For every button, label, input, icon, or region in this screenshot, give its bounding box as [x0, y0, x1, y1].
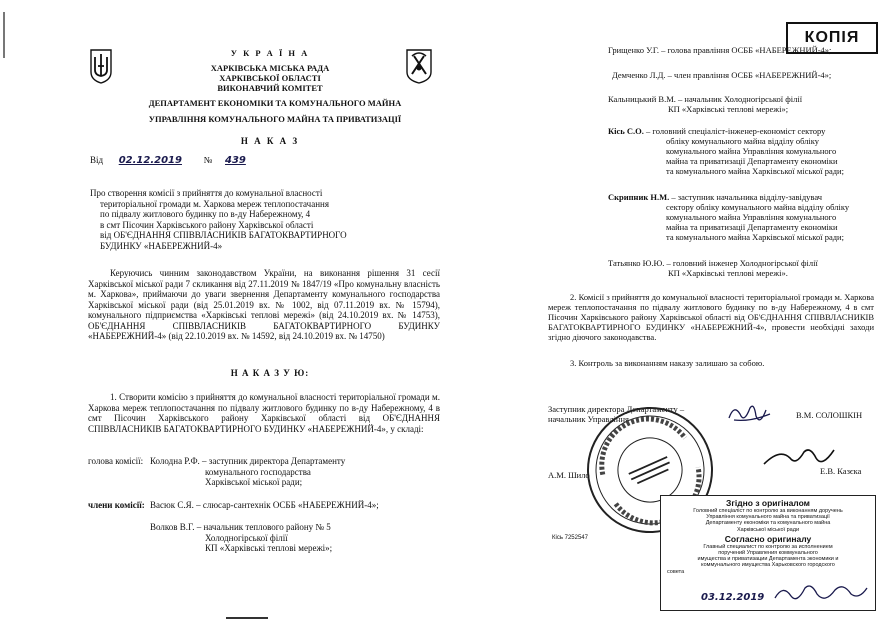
true-copy-lines — [661, 508, 875, 533]
title-line: Про створення комісії з прийняття до комунальної власності — [90, 188, 323, 198]
title-line: в смт Пісочин Харківського району Харківської області — [100, 219, 314, 230]
header-council: ХАРКІВСЬКА МІСЬКА РАДА — [210, 63, 330, 73]
title-line: БУДИНКУ «НАБЕРЕЖНИЙ-4» — [100, 240, 223, 251]
chair-line: Харківської міської ради; — [205, 477, 303, 487]
position-line: начальник Управління — [548, 414, 629, 424]
true-copy-date: 03.12.2019 — [701, 592, 765, 603]
member-name: Скрипник Н.М. — [608, 192, 670, 202]
box-line: Главный специалист по контролю за исполнением — [703, 543, 833, 550]
member-line: Холодногірської філії — [205, 532, 288, 543]
box-line: Управління комунального майна та приватизації — [706, 514, 830, 521]
member-role: – головний інженер Холодногірської філії — [666, 258, 818, 268]
title-line: територіальної громади м. Харкова мереж теплопостачання — [100, 198, 329, 209]
box-line: имущества и приватизации Департамента экономики и — [697, 556, 839, 563]
box-line: Харківської міської ради — [736, 526, 800, 533]
member-skrypnyk — [608, 192, 878, 242]
member-role-line: майна та приватизації Департаменту економіки — [666, 222, 838, 232]
header-committee: ВИКОНАВЧИЙ КОМІТЕТ — [217, 83, 323, 93]
member-role: – начальник Холодногірської філії — [678, 94, 803, 104]
member-volkov — [150, 522, 440, 554]
header-directorate: УПРАВЛІННЯ КОМУНАЛЬНОГО МАЙНА ТА ПРИВАТИЗАЦІЇ — [148, 114, 402, 124]
true-copy-lines-ru — [661, 544, 875, 575]
copy-stamp: КОПІЯ — [786, 22, 878, 54]
coat-of-arms-icon — [90, 48, 112, 84]
member-tatianko — [608, 258, 874, 278]
item-3-paragraph: 3. Контроль за виконанням наказу залишаю за собою. — [570, 358, 765, 368]
member-role-line: комунального майна Управління комунального — [666, 146, 837, 156]
member-kis — [608, 126, 874, 176]
scan-edge-mark — [3, 12, 5, 58]
member-name: Грищенко У.Г. — [608, 45, 659, 55]
member-kalnytskyi — [608, 94, 874, 114]
position-line: Заступник директора Департаменту – — [548, 404, 685, 414]
member-role-line: сектору обліку комунального майна відділу обліку — [666, 202, 850, 212]
item-1-paragraph: 1. Створити комісію з прийняття до комунальної власності територіальної громади м. Харкова мереж теплопостачання по підвалу житлового будинку по в-ду Набережному, 4 в смт Пісочин Харківського району Харківської області від ОБ'ЄДНАННЯ СПІВВЛАСНИКІВ БАГАТОКВАРТИРНОГО БУДИНКУ «НАБЕРЕЖНИЙ-4», у складі: — [88, 392, 440, 434]
members-label: члени комісії: — [88, 500, 145, 510]
order-date: 02.12.2019 — [118, 155, 182, 166]
member-name: Кальницький В.М. — [608, 94, 676, 104]
box-line: коммунального имущества Харьковского городского — [701, 562, 835, 569]
member-role-line: та комунального майна Харківської міської ради; — [666, 166, 844, 176]
member-hryshchenko — [608, 45, 832, 55]
member-name: Татьянко Ю.Ю. — [608, 258, 665, 268]
member-role: – головний спеціаліст-інженер-економіст сектору — [646, 126, 826, 136]
date-prefix: Від — [90, 155, 104, 165]
header-country: У К Р А Ї Н А — [230, 48, 310, 58]
chair-line: Колодна Р.Ф. – заступник директора Департаменту — [150, 456, 346, 466]
member-role-line: КП «Харківські теплові мережі». — [668, 268, 788, 278]
header-department: ДЕПАРТАМЕНТ ЕКОНОМІКИ ТА КОМУНАЛЬНОГО МАЙНА — [148, 98, 402, 108]
date-row — [90, 155, 350, 167]
true-copy-title: Згідно з оригіналом — [726, 498, 810, 508]
handwritten-signature — [726, 400, 772, 428]
member-role: – член правління ОСББ «НАБЕРЕЖНИЙ-4»; — [667, 70, 832, 80]
chair-label: голова комісії: — [88, 456, 144, 466]
member-line: Волков В.Г. – начальник теплового району № 5 — [150, 522, 331, 532]
member-role: – заступник начальника відділу-завідувач — [671, 192, 823, 202]
box-line: совета — [667, 568, 685, 575]
chair-line: комунального господарства — [205, 466, 311, 477]
order-title — [90, 188, 420, 251]
header-region: ХАРКІВСЬКОЇ ОБЛАСТІ — [219, 73, 321, 83]
true-copy-signature — [771, 580, 871, 606]
member-role-line: та комунального майна Харківської міської ради; — [666, 232, 844, 242]
title-line: по підвалу житлового будинку по в-ду Набережному, 4 — [100, 209, 311, 219]
box-line: Департаменту економіки та комунального майна — [705, 520, 831, 527]
order-heading: Н А К А З У Ю: — [230, 368, 310, 378]
signer-name: В.М. СОЛОШКІН — [796, 410, 863, 420]
title-line: від ОБ'ЄДНАННЯ СПІВВЛАСНИКІВ БАГАТОКВАРТИРНОГО — [100, 230, 347, 240]
member-role-line: КП «Харківські теплові мережі»; — [668, 104, 789, 114]
initials-left: А.М. Шило — [548, 470, 590, 480]
member-name: Кісь С.О. — [608, 126, 644, 136]
box-line: поручений Управления коммунального — [718, 550, 818, 557]
number-label: № — [203, 155, 213, 165]
scan-edge-mark — [226, 617, 268, 619]
chair-entry — [150, 456, 440, 488]
initials-right: Е.В. Казєка — [820, 466, 862, 476]
member-role-line: майна та приватизації Департаменту економіки — [666, 156, 838, 166]
member-vasiuk: Васюк С.Я. – слюсар-сантехнік ОСББ «НАБЕРЕЖНИЙ-4»; — [150, 500, 379, 510]
footer-reference: Кісь 7252547 — [552, 535, 588, 541]
preamble-paragraph: Керуючись чинним законодавством України, на виконання рішення 31 сесії Харківської міської ради 7 скликання від 27.11.2019 № 1847/19 «Про комунальну власність м. Харкова», приймаючи до уваги звернення Департаменту комунального господарства Харківської міської ради (від 25.01.2019 вх. № 1002, від 07.11.2019 вх. № 15794), комунального підприємства «Харківські теплові мережі» (від 24.10.2019 вх. № 14753), ОБ'ЄДНАННЯ СПІВВЛАСНИКІВ БАГАТОКВАРТИРНОГО БУДИНКУ «НАБЕРЕЖНИЙ-4» (від 22.10.2019 вх. № 14592, від 24.10.2019 вх. № 14750) — [88, 268, 440, 341]
member-line: КП «Харківські теплові мережі»; — [205, 543, 333, 553]
member-role: – голова правління ОСББ «НАБЕРЕЖНИЙ-4»; — [661, 45, 832, 55]
order-number: 439 — [225, 155, 246, 166]
member-role-line: обліку комунального майна відділу обліку — [666, 136, 820, 146]
member-role-line: комунального майна Управління комунального — [666, 212, 837, 222]
kharkiv-emblem-icon — [406, 48, 432, 84]
box-line: Головний спеціаліст по контролю за виконанням доручень — [693, 508, 843, 514]
item-2-paragraph: 2. Комісії з прийняття до комунальної власності територіальної громади м. Харкова мереж теплопостачання по підвалу житлового будинку по в-ду Набережному, 4 в смт Пісочин Харківського району Харківської області від ОБ'ЄДНАННЯ СПІВВЛАСНИКІВ БАГАТОКВАРТИРНОГО БУДИНКУ «НАБЕРЕЖНИЙ-4», провести необхідні заходи згідно діючого законодавства. — [548, 292, 874, 342]
doc-type: Н А К А З — [240, 136, 300, 146]
member-demchenko — [612, 70, 874, 80]
true-copy-box — [660, 495, 876, 611]
true-copy-title-ru: Согласно оригиналу — [724, 533, 812, 544]
member-name: Демченко Л.Д. — [612, 70, 666, 80]
